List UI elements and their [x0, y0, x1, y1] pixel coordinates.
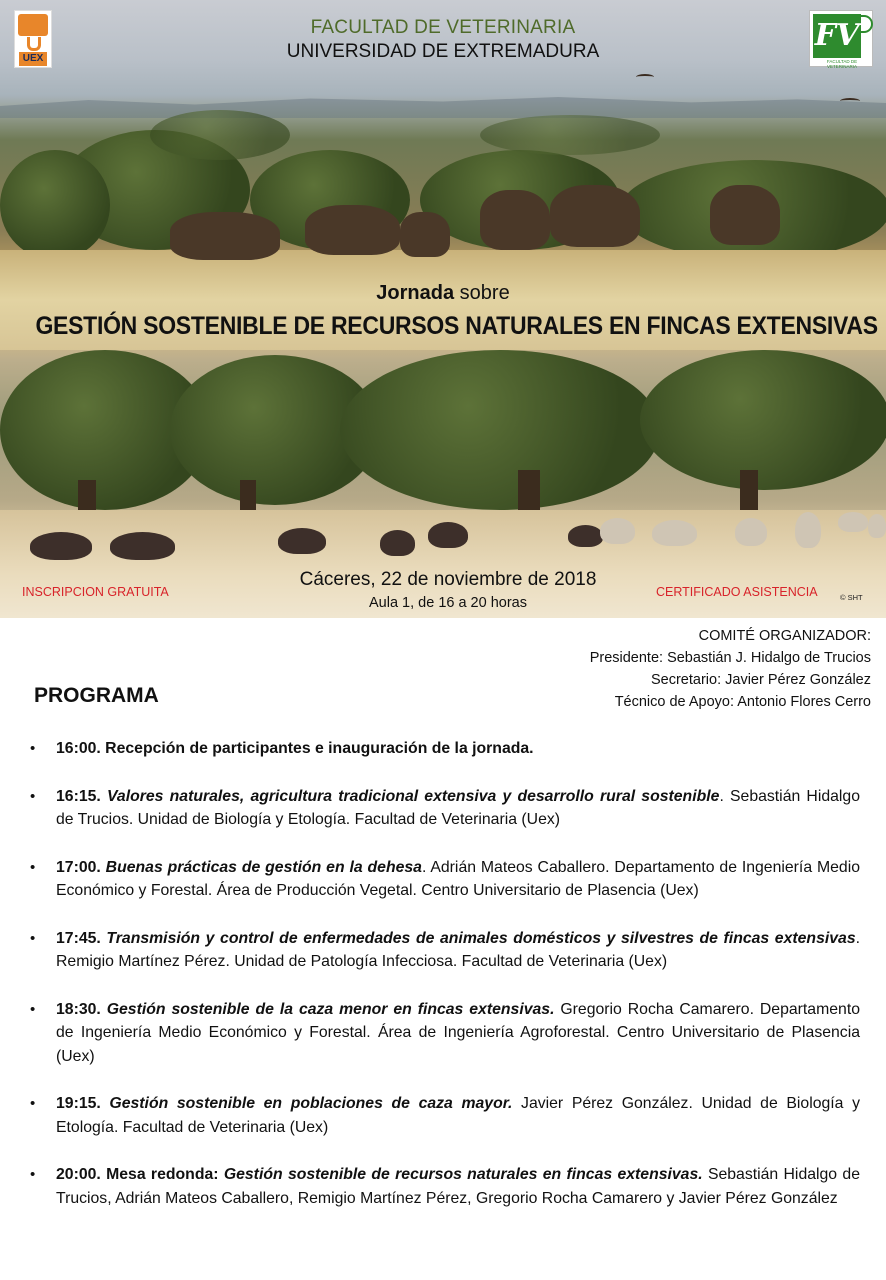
event-title: GESTIÓN SOSTENIBLE DE RECURSOS NATURALES EN FINCAS EXTENSIVAS — [35, 312, 878, 340]
tree — [150, 110, 290, 160]
logo-fv-icon: FV — [813, 14, 861, 58]
deer — [170, 212, 280, 260]
bullet-icon: • — [30, 1000, 36, 1018]
item-time: 16:00. — [56, 740, 101, 757]
tree — [0, 150, 110, 260]
oak-tree — [640, 350, 886, 490]
sheep — [868, 514, 886, 538]
program-item — [30, 737, 860, 761]
item-title: Buenas prácticas de gestión en la dehesa — [100, 858, 422, 876]
organizing-committee — [590, 625, 871, 713]
deer — [550, 185, 640, 247]
pig — [380, 530, 415, 556]
pig — [110, 532, 175, 560]
item-rest: Javier Pérez González. Unidad de Biología y Etología. Facultad de Veterinaria (Uex) — [56, 1095, 860, 1136]
sheep — [600, 518, 635, 544]
distant-hills — [0, 88, 886, 118]
bird — [636, 74, 654, 80]
photo-credit: © SHT — [840, 593, 863, 602]
item-title: Transmisión y control de enfermedades de animales domésticos y silvestres de fincas extensivas — [100, 929, 856, 947]
item-rest: Gregorio Rocha Camarero. Departamento de Ingeniería Medio Económico y Forestal. Área de Ingeniería Agroforestal. Centro Universitario de Plasencia (Uex) — [56, 1000, 860, 1065]
committee-support: Técnico de Apoyo: Antonio Flores Cerro — [614, 694, 871, 710]
item-time: 16:15. — [56, 787, 101, 805]
bullet-icon: • — [30, 740, 36, 757]
committee-heading: COMITÉ ORGANIZADOR: — [698, 628, 871, 644]
item-title: Valores naturales, agricultura tradicional extensiva y desarrollo rural sostenible — [100, 787, 720, 805]
hero-photo — [0, 0, 886, 618]
item-title: Gestión sostenible de recursos naturales en fincas extensivas. — [218, 1166, 703, 1183]
sheep — [795, 512, 821, 548]
bullet-icon: • — [30, 858, 36, 876]
pig — [30, 532, 92, 560]
jornada-line — [0, 282, 886, 305]
jornada-bold: Jornada — [376, 282, 455, 304]
item-rest: . Remigio Martínez Pérez. Unidad de Patología Infecciosa. Facultad de Veterinaria (Uex) — [56, 929, 860, 970]
pig — [278, 528, 326, 554]
item-rest: Sebastián Hidalgo de Trucios, Adrián Mateos Caballero, Remigio Martínez Pérez, Gregorio Rocha Camarero y Javier Pérez González — [56, 1166, 860, 1207]
pig — [568, 525, 603, 547]
item-time: 17:45. — [56, 929, 101, 947]
committee-president: Presidente: Sebastián J. Hidalgo de Trucios — [589, 650, 871, 666]
program-item — [30, 998, 860, 1069]
bullet-icon: • — [30, 1095, 36, 1112]
faculty-title: FACULTAD DE VETERINARIA — [310, 17, 576, 38]
program-item — [30, 1092, 860, 1139]
item-title: Gestión sostenible en poblaciones de caza mayor. — [100, 1095, 513, 1112]
sheep — [652, 520, 697, 546]
item-time: 18:30. — [56, 1000, 101, 1018]
deer — [305, 205, 400, 255]
bullet-icon: • — [30, 929, 36, 947]
program-list — [30, 737, 860, 1234]
program-item — [30, 856, 860, 903]
event-date: Cáceres, 22 de noviembre de 2018 — [299, 569, 597, 590]
item-time: 20:00. Mesa redonda: — [56, 1166, 219, 1183]
deer — [400, 212, 450, 257]
sheep — [838, 512, 868, 532]
item-rest: Recepción de participantes e inauguración de la jornada. — [100, 740, 534, 757]
item-rest: . Adrián Mateos Caballero. Departamento de Ingeniería Medio Económico y Forestal. Área de Producción Vegetal. Centro Universitario de Plasencia (Uex) — [56, 858, 860, 899]
bird — [840, 98, 860, 104]
bullet-icon: • — [30, 1166, 36, 1183]
bullet-icon: • — [30, 787, 36, 805]
pig — [428, 522, 468, 548]
sheep — [735, 518, 767, 546]
event-place-time: Aula 1, de 16 a 20 horas — [368, 595, 527, 611]
item-rest: . Sebastián Hidalgo de Trucios. Unidad de Biología y Etología. Facultad de Veterinaria (Uex) — [56, 787, 861, 828]
logo-fv-caption: FACULTAD DE VETERINARIA — [826, 59, 858, 69]
item-title: Gestión sostenible de la caza menor en fincas extensivas. — [100, 1000, 555, 1018]
logo-uex-text: UEX — [19, 52, 47, 66]
oak-tree — [340, 350, 660, 510]
deer — [710, 185, 780, 245]
program-item — [30, 1163, 860, 1210]
jornada-rest: sobre — [454, 282, 510, 304]
certificate-note: CERTIFICADO ASISTENCIA — [656, 585, 818, 599]
item-time: 19:15. — [56, 1095, 101, 1112]
committee-secretary: Secretario: Javier Pérez González — [650, 672, 871, 688]
program-heading: PROGRAMA — [34, 684, 159, 707]
program-item — [30, 927, 860, 974]
deer — [480, 190, 550, 250]
tree — [480, 115, 660, 155]
university-title: UNIVERSIDAD DE EXTREMADURA — [286, 41, 600, 62]
free-registration-note: INSCRIPCION GRATUITA — [22, 585, 169, 599]
item-time: 17:00. — [56, 858, 101, 876]
program-item — [30, 785, 860, 832]
